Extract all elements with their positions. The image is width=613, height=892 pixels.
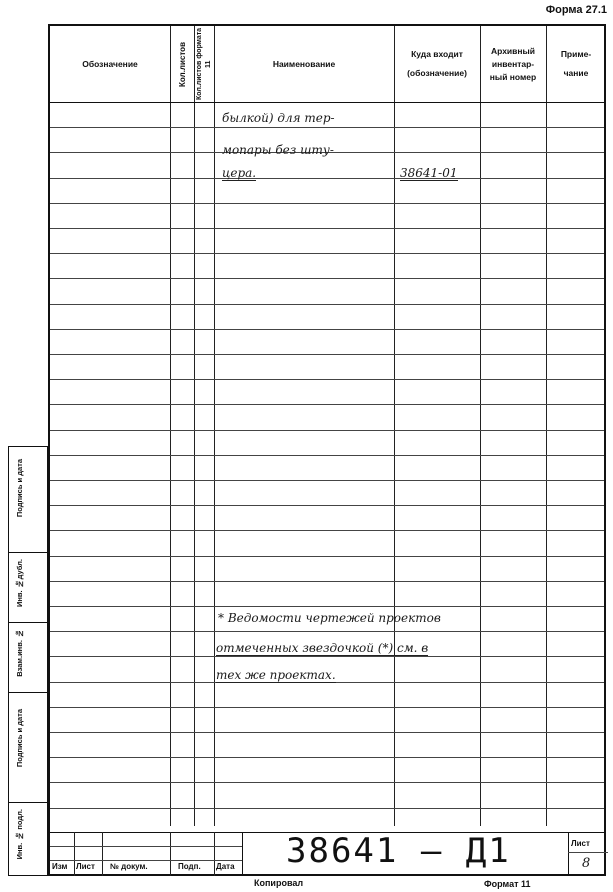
side-label-inv-dubl: Инв. №дубл. <box>15 559 24 608</box>
document-frame <box>48 24 606 876</box>
note-line-3: тех же проектах. <box>216 668 336 682</box>
header-sheet-count-text: Кол.листов <box>177 41 187 87</box>
table-row-line <box>50 631 604 632</box>
table-row-line <box>50 556 604 557</box>
table-row-line <box>50 354 604 355</box>
stamp-data: Дата <box>216 862 235 871</box>
table-row-line <box>50 228 604 229</box>
header-where-used-line1: Куда входит <box>411 49 463 59</box>
name-line-2: мопары без шту- <box>222 143 334 157</box>
header-where-used <box>394 26 480 102</box>
header-name-text: Наименование <box>272 58 336 69</box>
table-row-line <box>50 808 604 809</box>
table-row-line <box>50 304 604 305</box>
table-row-line <box>50 253 604 254</box>
header-name <box>214 26 394 102</box>
side-label-sign-date-bottom: Подпись и дата <box>15 709 24 768</box>
header-designation-text: Обозначение <box>82 58 138 69</box>
side-signature-strip <box>8 446 48 876</box>
header-sheet-count <box>170 26 194 102</box>
stamp-list: Лист <box>76 862 95 871</box>
table-row-line <box>50 606 604 607</box>
header-archive <box>480 26 546 102</box>
header-note <box>546 26 606 102</box>
side-label-inv-podl: Инв. № подл. <box>15 809 24 860</box>
table-row-line <box>50 732 604 733</box>
table-row-line <box>50 581 604 582</box>
side-label-sign-date-top: Подпись и дата <box>15 459 24 518</box>
header-note-line1: Приме- <box>560 49 592 59</box>
header-sheet-count-a11-text: Кол.листов формата 11 <box>196 27 212 101</box>
footer-format: Формат 11 <box>484 879 531 889</box>
table-row-line <box>50 757 604 758</box>
table-row-line <box>50 329 604 330</box>
header-where-used-line2: (обозначение) <box>407 68 467 78</box>
document-code: 38641 – Д1 <box>286 831 511 871</box>
header-archive-line2: инвентар- <box>491 58 535 69</box>
table-row-line <box>50 127 604 128</box>
table-row-line <box>50 656 604 657</box>
stamp-izm: Изм <box>52 862 68 871</box>
header-note-line2: чание <box>563 68 589 78</box>
stamp-sheet-number: 8 <box>582 856 591 871</box>
note-line-2: отмеченных звездочкой (*) см. в <box>216 641 429 655</box>
stamp-podp: Подп. <box>178 862 201 871</box>
name-line-1: былкой) для тер- <box>222 111 335 125</box>
table-row-line <box>50 203 604 204</box>
header-sheet-count-a11 <box>194 26 214 102</box>
stamp-doc-no: № докум. <box>110 862 148 871</box>
name-line-3: цера. <box>222 166 257 180</box>
header-archive-line1: Архивный <box>490 45 535 56</box>
footer-copied: Копировал <box>254 878 304 888</box>
table-row-line <box>50 530 604 531</box>
table-row-line <box>50 707 604 708</box>
form-label: Форма 27.1 <box>545 4 607 16</box>
where-used-value: 38641-01 <box>400 166 458 180</box>
table-row-line <box>50 379 604 380</box>
stamp-sheet-label: Лист <box>571 839 590 848</box>
table-row-line <box>50 455 604 456</box>
table-row-line <box>50 278 604 279</box>
note-line-1: * Ведомости чертежей проектов <box>218 611 441 625</box>
header-archive-line3: ный номер <box>489 71 537 82</box>
table-row-line <box>50 404 604 405</box>
table-row-line <box>50 430 604 431</box>
table-row-line <box>50 480 604 481</box>
header-designation <box>50 26 170 102</box>
table-row-line <box>50 505 604 506</box>
table-row-line <box>50 782 604 783</box>
side-label-vzam-inv: Взам.инв. № <box>15 629 24 677</box>
table-row-line <box>50 178 604 179</box>
